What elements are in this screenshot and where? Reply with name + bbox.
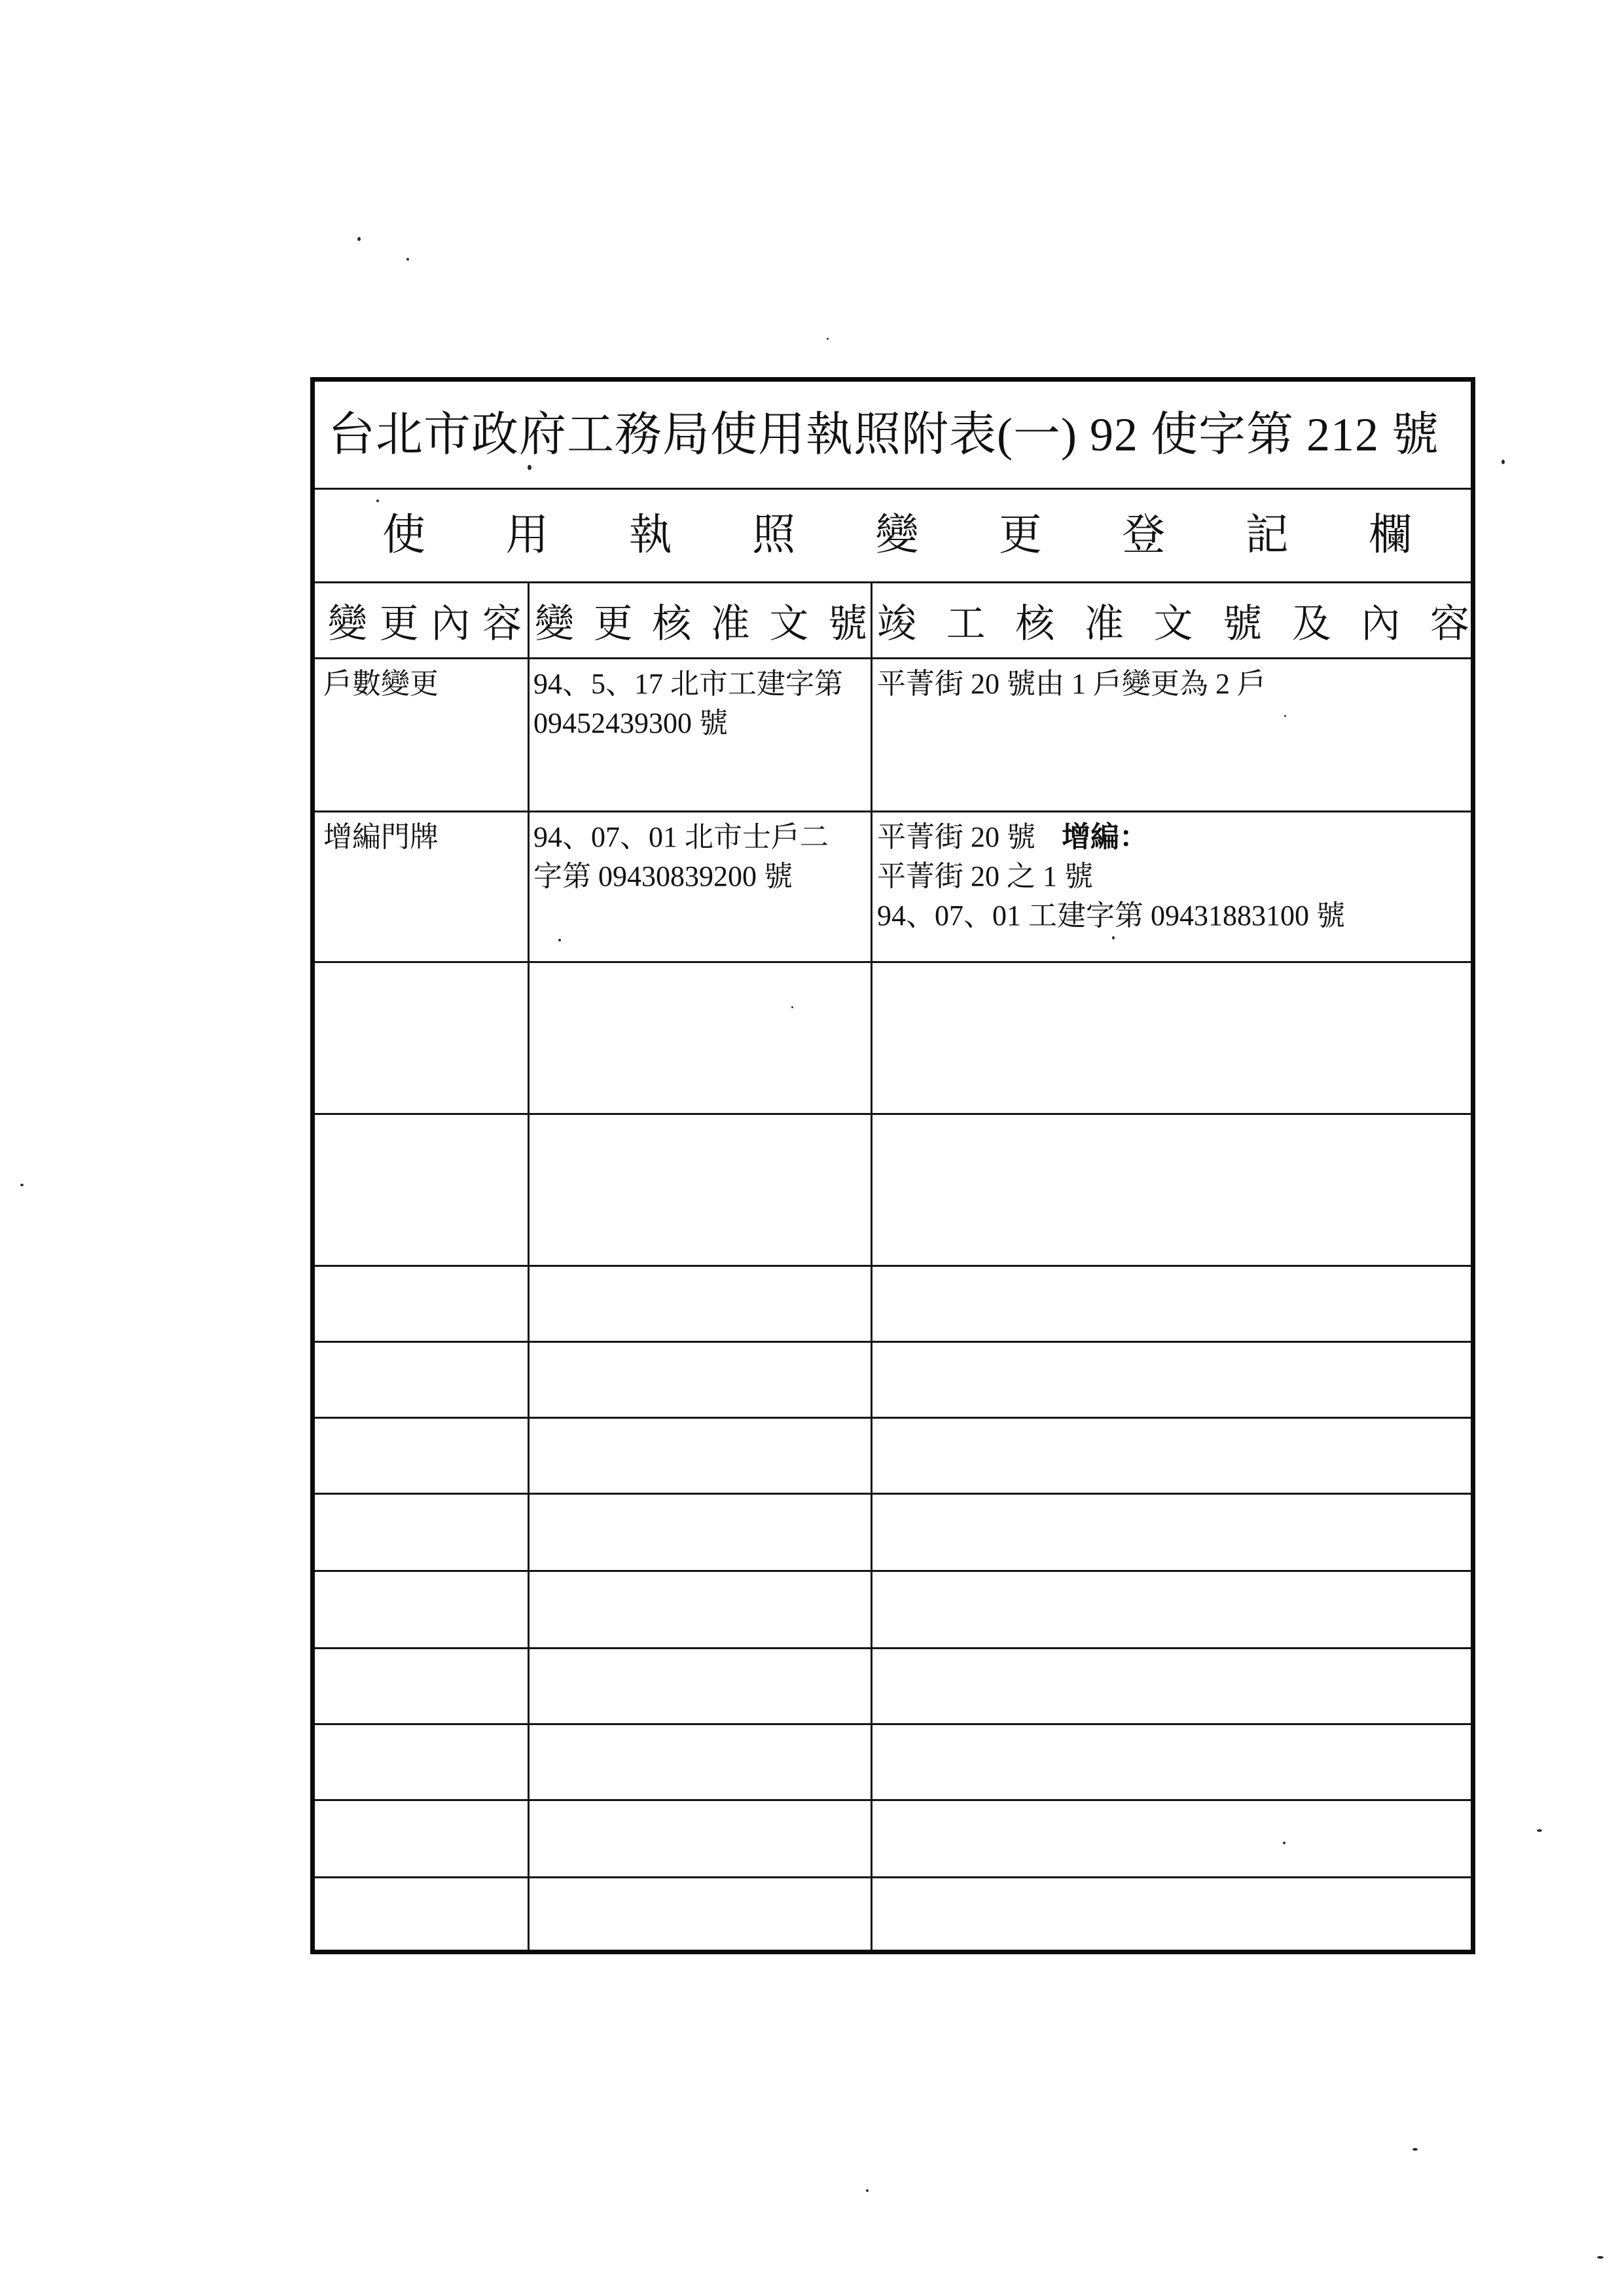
spread-char: 核 [652, 602, 692, 646]
spread-char: 竣 [877, 602, 916, 646]
approval-no-line: 09452439300 號 [533, 707, 728, 739]
table-cell [315, 1343, 528, 1417]
scan-speck [528, 465, 531, 470]
scan-speck [791, 1006, 793, 1008]
spread-char: 登 [1122, 511, 1166, 559]
scan-speck [1501, 460, 1505, 464]
scan-speck [20, 1184, 24, 1186]
spread-char: 號 [827, 602, 867, 646]
completion-address: 平菁街 20 號 [877, 821, 1035, 853]
table-cell [528, 1878, 871, 1950]
table-cell [315, 1725, 528, 1799]
table-cell [315, 963, 528, 1113]
scan-speck [376, 500, 379, 502]
section-heading [382, 511, 1412, 559]
table-row-empty [315, 1493, 1471, 1570]
spread-char: 內 [431, 602, 471, 646]
spread-char: 欄 [1369, 511, 1412, 559]
scan-speck [1597, 2256, 1604, 2259]
table-row-empty [315, 1723, 1471, 1799]
spread-char: 及 [1291, 602, 1331, 646]
column-header-change-content [315, 583, 528, 657]
table-cell [315, 1878, 528, 1950]
column-header-completion-approval [871, 583, 1471, 657]
spread-char: 容 [1430, 602, 1469, 646]
spread-char: 用 [505, 511, 549, 559]
usage-license-change-register-table [310, 377, 1475, 1954]
spread-char: 文 [1153, 602, 1193, 646]
scan-speck [406, 258, 409, 261]
table-cell [871, 1801, 1471, 1876]
scan-speck [1112, 936, 1115, 939]
table-cell [315, 1801, 528, 1876]
table-cell [528, 963, 871, 1113]
column-header-label [328, 604, 522, 644]
table-cell [871, 963, 1471, 1113]
table-cell [528, 1725, 871, 1799]
completion-line: 94、07、01 工建字第 09431883100 號 [877, 900, 1345, 932]
table-row-empty [315, 1341, 1471, 1417]
spread-char: 准 [1084, 602, 1124, 646]
table-cell-change-content [315, 659, 528, 811]
column-header-row [315, 581, 1471, 657]
table-cell [871, 1649, 1471, 1723]
table-row-empty [315, 1799, 1471, 1876]
table-cell [871, 1419, 1471, 1493]
spread-char: 號 [1223, 602, 1263, 646]
table-cell [528, 1801, 871, 1876]
approval-no-line: 94、5、17 北市工建字第 [533, 668, 843, 700]
table-cell [528, 1495, 871, 1570]
table-cell [315, 1649, 528, 1723]
change-content-text: 增編門牌 [323, 821, 439, 853]
table-cell [315, 1267, 528, 1341]
table-cell [871, 1343, 1471, 1417]
table-cell [528, 1649, 871, 1723]
table-row-empty [315, 1417, 1471, 1493]
spread-char: 執 [628, 511, 672, 559]
added-number-label: 增編： [1062, 821, 1148, 853]
spread-char: 使 [382, 511, 425, 559]
column-header-label [877, 604, 1469, 644]
table-cell [315, 1495, 528, 1570]
table-row-empty [315, 1876, 1471, 1950]
table-cell [528, 1419, 871, 1493]
spread-char: 工 [946, 602, 986, 646]
table-cell [528, 1572, 871, 1647]
table-cell [871, 1725, 1471, 1799]
table-cell-completion-approval [871, 659, 1471, 811]
table-row-empty [315, 1113, 1471, 1265]
spread-char: 變 [535, 602, 574, 646]
spread-char: 內 [1361, 602, 1401, 646]
scan-speck [357, 237, 361, 241]
table-cell-change-content [315, 812, 528, 961]
change-content-text: 戶數變更 [323, 668, 439, 700]
table-cell [871, 1572, 1471, 1647]
table-cell [528, 1115, 871, 1265]
scan-speck [1284, 715, 1286, 717]
table-row-empty [315, 1570, 1471, 1647]
table-cell [315, 1419, 528, 1493]
scan-speck [1412, 2148, 1418, 2151]
spread-char: 更 [593, 602, 633, 646]
scan-speck [558, 939, 561, 941]
table-cell [871, 1878, 1471, 1950]
spread-char: 更 [998, 511, 1042, 559]
table-cell [871, 1115, 1471, 1265]
scan-speck [866, 2189, 869, 2192]
spread-char: 更 [379, 602, 419, 646]
scan-speck [1537, 1829, 1542, 1832]
table-row-empty [315, 961, 1471, 1113]
table-row [315, 657, 1471, 811]
table-cell [871, 1267, 1471, 1341]
document-title: 台北市政府工務局使用執照附表(一) 92 使字第 212 號 [328, 409, 1439, 461]
scan-speck [827, 338, 829, 340]
column-header-change-approval-no [528, 583, 871, 657]
scan-speck [1283, 1842, 1285, 1844]
column-header-label [535, 604, 867, 644]
table-row-empty [315, 1265, 1471, 1341]
spread-char: 變 [875, 511, 919, 559]
spread-char: 核 [1015, 602, 1055, 646]
table-cell [528, 1343, 871, 1417]
completion-line [877, 818, 1471, 857]
table-cell [315, 1572, 528, 1647]
approval-no-line: 94、07、01 北市士戶二 [533, 821, 829, 853]
completion-line: 平菁街 20 之 1 號 [877, 860, 1093, 892]
table-cell-change-approval-no [528, 812, 871, 961]
spread-char: 准 [710, 602, 750, 646]
spread-char: 照 [752, 511, 796, 559]
table-cell [528, 1267, 871, 1341]
table-cell [315, 1115, 528, 1265]
spread-char: 容 [482, 602, 522, 646]
section-heading-row [315, 488, 1471, 581]
spread-char: 記 [1245, 511, 1289, 559]
table-row [315, 811, 1471, 961]
spread-char: 變 [328, 602, 367, 646]
table-cell-change-approval-no [528, 659, 871, 811]
table-cell-completion-approval [871, 812, 1471, 961]
table-cell [871, 1495, 1471, 1570]
title-row [315, 382, 1471, 488]
completion-line: 平菁街 20 號由 1 戶變更為 2 戶 [877, 668, 1266, 700]
table-row-empty [315, 1647, 1471, 1723]
spread-char: 文 [769, 602, 809, 646]
approval-no-line: 字第 09430839200 號 [533, 860, 793, 892]
